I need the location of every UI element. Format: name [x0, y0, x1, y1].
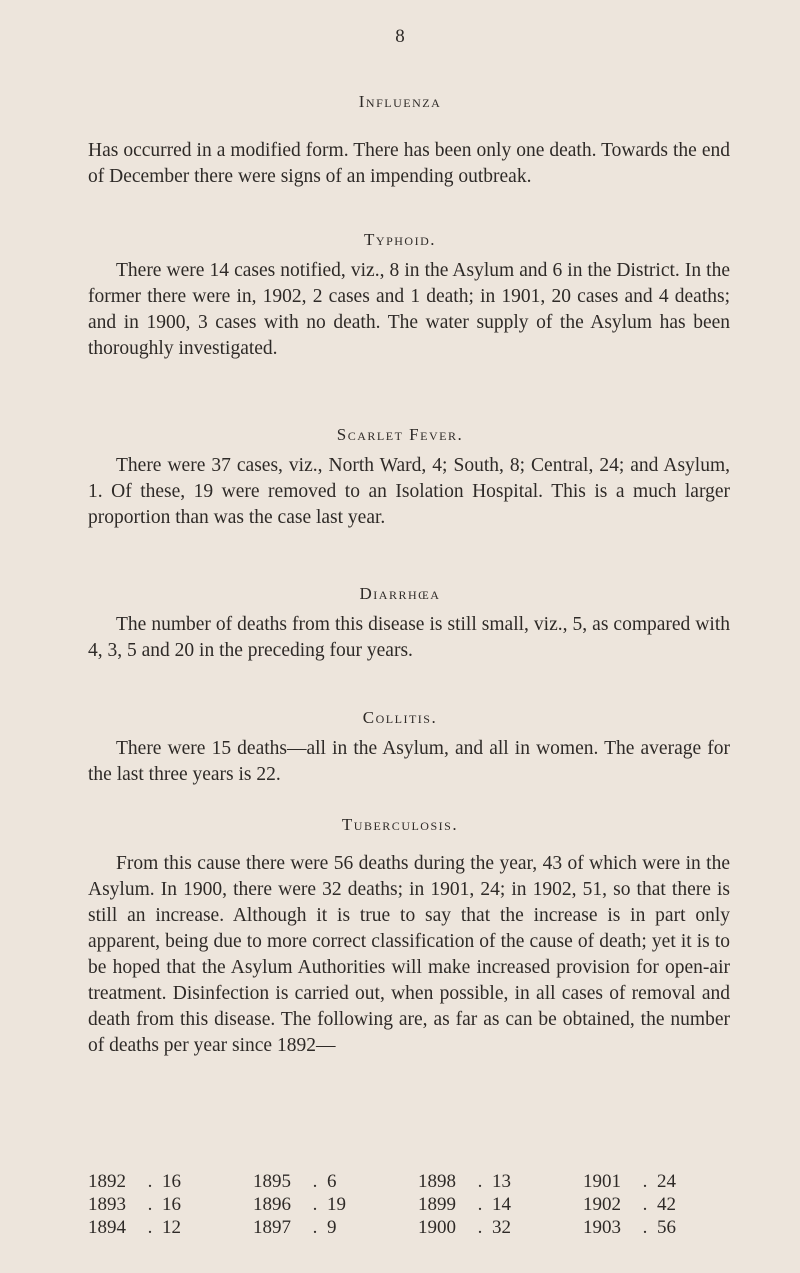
year-cell: 1902: [583, 1193, 621, 1215]
deaths-cell: 19: [327, 1193, 346, 1215]
table-row: 1892 . 16 1895 . 6 1898 . 13 1901 . 24: [88, 1170, 748, 1193]
deaths-cell: 14: [492, 1193, 511, 1215]
heading-collitis: Collitis.: [362, 708, 438, 727]
deaths-cell: 6: [327, 1170, 337, 1192]
year-cell: 1896: [253, 1193, 291, 1215]
year-cell: 1893: [88, 1193, 126, 1215]
deaths-cell: 13: [492, 1170, 511, 1192]
paragraph-diarrhoea: The number of deaths from this disease is still small, viz., 5, as compared with 4, 3, 5 and 20 in the preceding four years.: [88, 614, 730, 661]
year-cell: 1894: [88, 1216, 126, 1238]
heading-influenza: Influenza: [358, 92, 442, 111]
table-row: 1893 . 16 1896 . 19 1899 . 14 1902 . 42: [88, 1193, 748, 1216]
paragraph-scarlet-fever: There were 37 cases, viz., North Ward, 4; South, 8; Central, 24; and Asylum, 1. Of these, 19 were removed to an Isolation Hospital. This is a much larger proportion than was the case last year.: [88, 455, 730, 528]
year-cell: 1901: [583, 1170, 621, 1192]
paragraph-tuberculosis: From this cause there were 56 deaths during the year, 43 of which were in the Asylum. In 1900, there were 32 deaths; in 1901, 24; in 1902, 51, so that there is still an increase. Although it is true to say that the increase is in part only apparent, being due to more correct classification of the cause of death; yet it is to be hoped that the Asylum Authorities will make increased provision for open-air treatment. Disinfection is carried out, when possible, in all cases of removal and death from this disease. The following are, as far as can be obtained, the number of deaths per year since 1892—: [88, 853, 730, 1056]
year-cell: 1892: [88, 1170, 126, 1192]
deaths-cell: 24: [657, 1170, 676, 1192]
deaths-cell: 42: [657, 1193, 676, 1215]
deaths-cell: 12: [162, 1216, 181, 1238]
deaths-per-year-table: [88, 1170, 748, 1239]
deaths-cell: 16: [162, 1193, 181, 1215]
heading-scarlet-fever: Scarlet Fever.: [336, 425, 464, 444]
heading-diarrhoea: Diarrhœa: [359, 584, 441, 603]
paragraph-collitis: There were 15 deaths—all in the Asylum, and all in women. The average for the last three years is 22.: [88, 738, 730, 785]
year-cell: 1903: [583, 1216, 621, 1238]
heading-tuberculosis: Tuberculosis.: [341, 815, 459, 834]
paragraph-influenza: Has occurred in a modified form. There has been only one death. Towards the end of December there were signs of an impending outbreak.: [88, 140, 730, 187]
year-cell: 1900: [418, 1216, 456, 1238]
deaths-cell: 32: [492, 1216, 511, 1238]
deaths-cell: 56: [657, 1216, 676, 1238]
year-cell: 1899: [418, 1193, 456, 1215]
year-cell: 1895: [253, 1170, 291, 1192]
deaths-cell: 16: [162, 1170, 181, 1192]
table-row: 1894 . 12 1897 . 9 1900 . 32 1903 . 56: [88, 1216, 748, 1239]
page-number: 8: [395, 26, 405, 47]
deaths-cell: 9: [327, 1216, 337, 1238]
year-cell: 1898: [418, 1170, 456, 1192]
year-cell: 1897: [253, 1216, 291, 1238]
heading-typhoid: Typhoid.: [364, 230, 436, 249]
paragraph-typhoid: There were 14 cases notified, viz., 8 in the Asylum and 6 in the District. In the former there were in, 1902, 2 cases and 1 death; in 1901, 20 cases and 4 deaths; and in 1900, 3 cases with no death. The water supply of the Asylum has been thoroughly investigated.: [88, 260, 730, 359]
